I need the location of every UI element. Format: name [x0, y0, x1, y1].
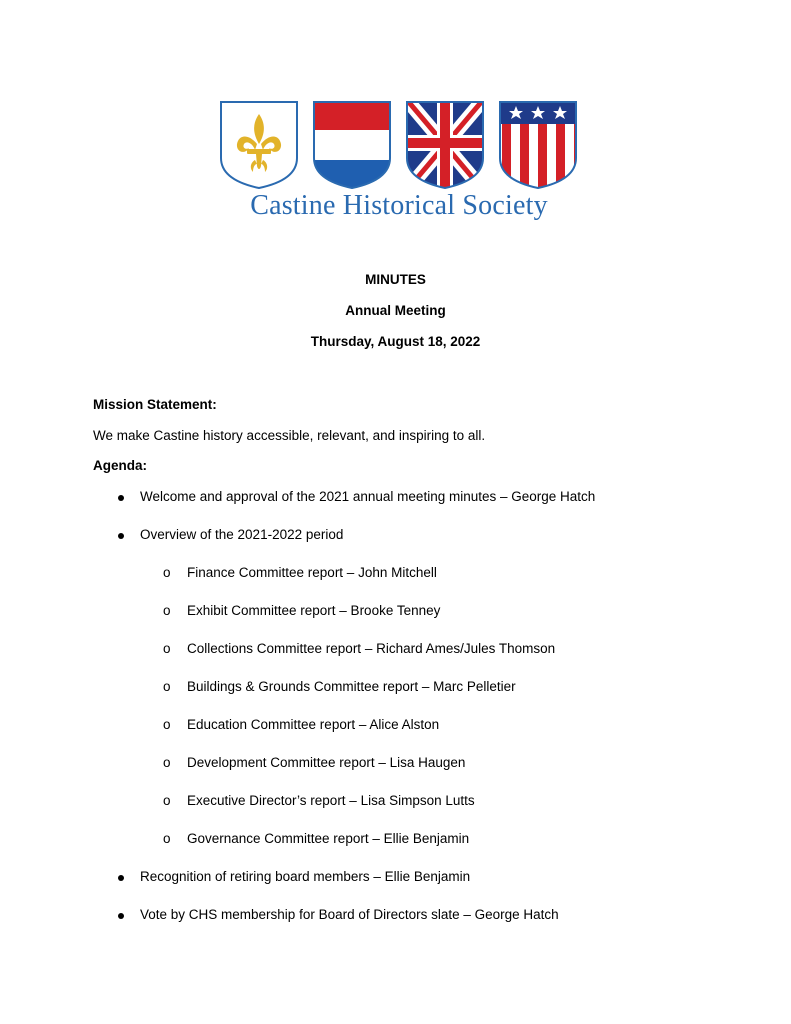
sub-bullet-marker: o: [163, 603, 171, 618]
bullet-marker: [118, 875, 124, 881]
agenda-label: Agenda:: [93, 458, 147, 473]
bullet-marker: [118, 533, 124, 539]
agenda-item: Vote by CHS membership for Board of Directors slate – George Hatch: [140, 907, 559, 922]
agenda-sub-item: Exhibit Committee report – Brooke Tenney: [187, 603, 441, 618]
union-jack-shield-icon: [407, 100, 483, 190]
dutch-flag-shield-icon: [314, 100, 390, 190]
meeting-type: Annual Meeting: [345, 303, 446, 318]
agenda-sub-item: Education Committee report – Alice Alston: [187, 717, 440, 732]
castine-historical-society-logo: [219, 100, 579, 224]
agenda-item: Welcome and approval of the 2021 annual meeting minutes – George Hatch: [140, 489, 596, 504]
sub-bullet-marker: o: [163, 793, 171, 808]
mission-label: Mission Statement:: [93, 397, 217, 412]
logo-shields: [219, 100, 579, 190]
meeting-date: Thursday, August 18, 2022: [310, 334, 481, 349]
agenda-item: Overview of the 2021-2022 period: [140, 527, 344, 542]
bullet-marker: [118, 495, 124, 501]
bullet-marker: [118, 913, 124, 919]
sub-bullet-marker: o: [163, 755, 171, 770]
agenda-sub-item: Development Committee report – Lisa Haugen: [187, 755, 466, 770]
agenda-item: Recognition of retiring board members – Ellie Benjamin: [140, 869, 471, 884]
logo-wordmark: Castine Historical Society: [250, 190, 548, 221]
agenda-sub-item: Finance Committee report – John Mitchell: [187, 565, 437, 580]
agenda-sub-item: Executive Director’s report – Lisa Simpson Lutts: [187, 793, 475, 808]
mission-text: We make Castine history accessible, relevant, and inspiring to all.: [93, 428, 486, 443]
sub-bullet-marker: o: [163, 641, 171, 656]
fleur-de-lis-shield-icon: [221, 102, 297, 188]
sub-bullet-marker: o: [163, 717, 171, 732]
agenda-sub-item: Buildings & Grounds Committee report – Marc Pelletier: [187, 679, 516, 694]
us-stars-stripes-shield-icon: [500, 100, 579, 190]
sub-bullet-marker: o: [163, 679, 171, 694]
sub-bullet-marker: o: [163, 565, 171, 580]
sub-bullet-marker: o: [163, 831, 171, 846]
document-title: MINUTES: [365, 272, 426, 287]
agenda-sub-item: Collections Committee report – Richard Ames/Jules Thomson: [187, 641, 556, 656]
agenda-sub-item: Governance Committee report – Ellie Benjamin: [187, 831, 470, 846]
